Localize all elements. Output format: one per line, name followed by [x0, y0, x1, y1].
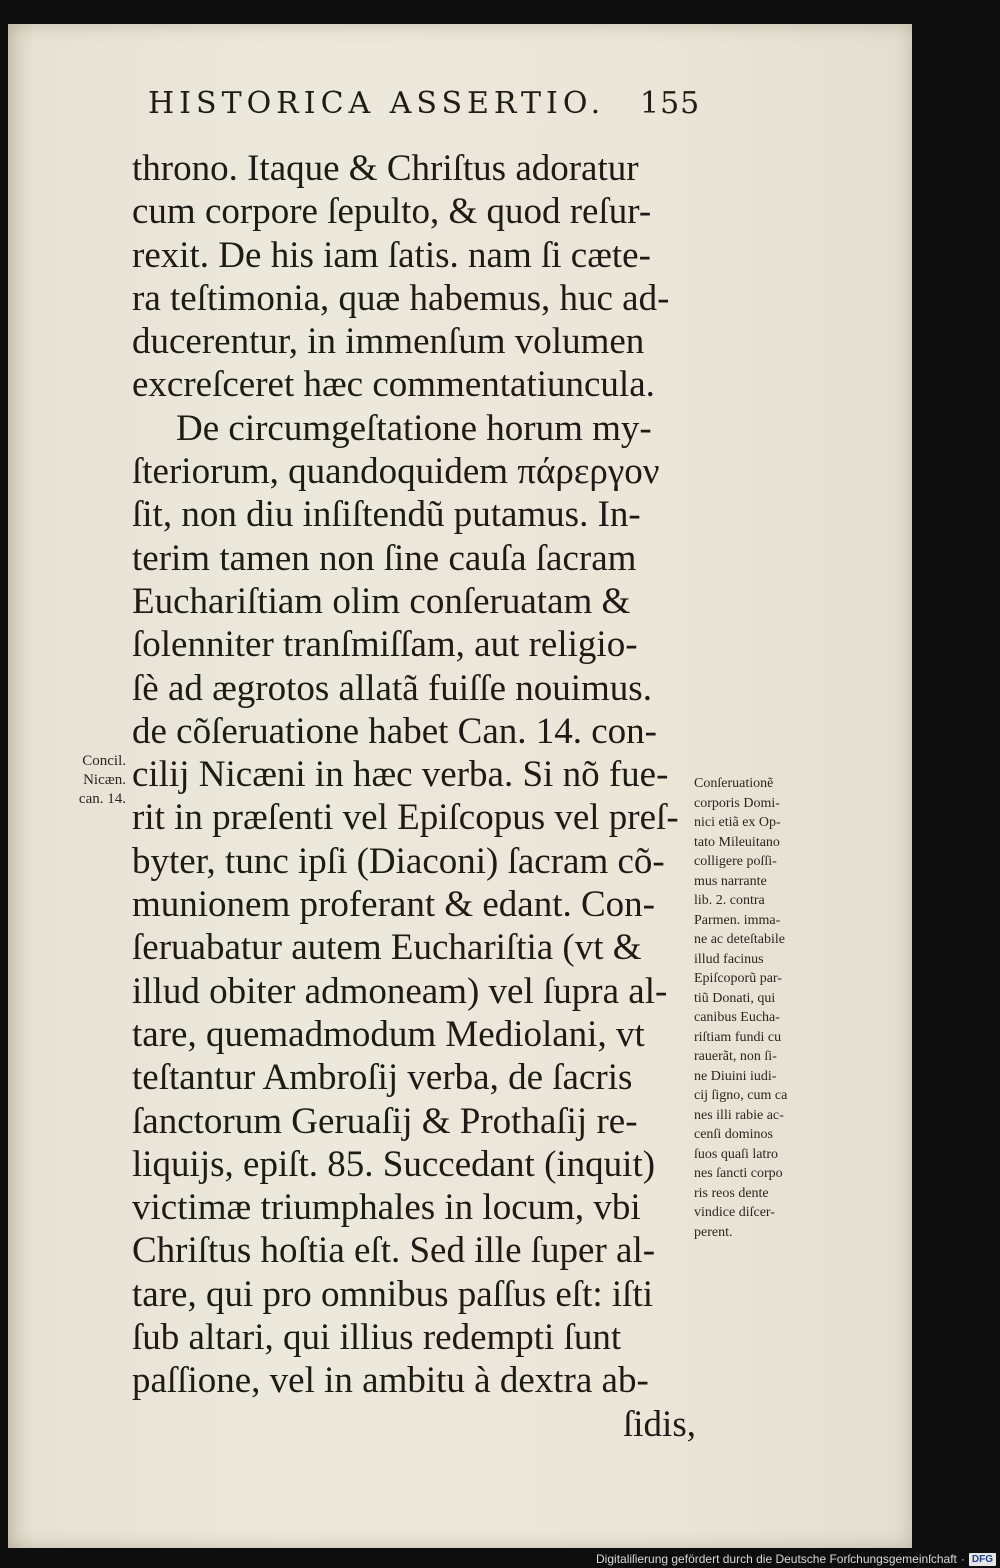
- text-line: excreſceret hæc commentatiuncula.: [132, 364, 655, 406]
- margin-note-line: cij ſigno, cum ca: [694, 1088, 788, 1103]
- text-line: ſub altari, qui illius redempti ſunt: [132, 1317, 622, 1359]
- text-line: ſit, non diu inſiſtendũ putamus. In-: [132, 494, 641, 536]
- margin-note-line: riſtiam fundi cu: [694, 1029, 782, 1045]
- text-line: terim tamen non ſine cauſa ſacram: [132, 537, 637, 579]
- text-line: rit in præſenti vel Epiſcopus vel preſ-: [132, 797, 679, 839]
- text-line: De circumgeſtatione horum my-: [176, 407, 652, 449]
- dfg-logo-icon: DFG: [969, 1553, 996, 1566]
- text-line: de cõſeruatione habet Can. 14. con-: [132, 710, 657, 752]
- text-line: ſidis,: [623, 1403, 696, 1445]
- text-line: throno. Itaque & Chriſtus adoratur: [132, 148, 639, 189]
- text-line: illud obiter admoneam) vel ſupra al-: [132, 970, 668, 1012]
- marginal-note-left: [36, 752, 126, 809]
- credit-text: Digitaliſierung gefördert durch die Deutsche Forſchungsgemeinſchaft: [596, 1552, 957, 1566]
- text-line: byter, tunc ipſi (Diaconi) ſacram cõ-: [132, 840, 665, 882]
- text-line: ſteriorum, quandoquidem πάρεργον: [132, 451, 660, 493]
- marginal-note-right: [694, 774, 844, 1242]
- margin-note-line: Parmen. imma-: [694, 912, 781, 928]
- book-page: [8, 24, 912, 1548]
- margin-note-line: corporis Domi-: [694, 795, 780, 811]
- margin-note-line: rauerãt, non ſi-: [694, 1049, 777, 1064]
- text-line: ſanctorum Geruaſij & Prothaſij re-: [132, 1100, 638, 1142]
- margin-note-line: vindice diſcer-: [694, 1205, 775, 1220]
- margin-note-line: Conſeruationẽ: [694, 776, 774, 791]
- text-line: munionem proferant & edant. Con-: [132, 884, 656, 926]
- margin-note-line: tiũ Donati, qui: [694, 990, 776, 1006]
- text-line: ſè ad ægrotos allatã fuiſſe nouimus.: [132, 667, 652, 709]
- margin-note-line: canibus Eucha-: [694, 1010, 780, 1025]
- text-line: Euchariſtiam olim conſeruatam &: [132, 580, 631, 622]
- running-head: [148, 86, 708, 121]
- margin-note-line: mus narrante: [694, 873, 767, 889]
- body-text: [132, 147, 702, 1446]
- text-line: victimæ triumphales in locum, vbi: [132, 1187, 641, 1229]
- margin-note-line: can. 14.: [78, 791, 126, 807]
- margin-note-line: ris reos dente: [694, 1185, 769, 1201]
- text-line: Chriſtus hoſtia eſt. Sed ille ſuper al-: [132, 1230, 656, 1272]
- text-line: cum corpore ſepulto, & quod reſur-: [132, 191, 652, 233]
- margin-note-line: nes ſancti corpo: [694, 1166, 783, 1181]
- text-line: ſolenniter tranſmiſſam, aut religio-: [132, 624, 638, 666]
- text-line: tare, quemadmodum Mediolani, vt: [132, 1013, 645, 1055]
- margin-note-line: tato Mileuitano: [694, 834, 780, 850]
- margin-note-line: ne ac deteſtabile: [694, 932, 785, 947]
- margin-note-line: cenſi dominos: [694, 1127, 773, 1142]
- margin-note-line: Concil.: [82, 753, 126, 769]
- text-line: teſtantur Ambroſij verba, de ſacris: [132, 1057, 633, 1099]
- text-line: tare, qui pro omnibus paſſus eſt: iſti: [132, 1273, 654, 1315]
- margin-note-line: ſuos quaſi latro: [694, 1146, 778, 1162]
- margin-note-line: illud facinus: [694, 951, 764, 967]
- margin-note-line: lib. 2. contra: [694, 893, 765, 908]
- text-line: ra teſtimonia, quæ habemus, huc ad-: [132, 277, 670, 319]
- margin-note-line: nes illi rabie ac-: [694, 1107, 784, 1123]
- digitization-credit: Digitaliſierung gefördert durch die Deutsche Forſchungsgemeinſchaft · DFG: [596, 1552, 996, 1566]
- margin-note-line: ne Diuini iudi-: [694, 1068, 777, 1084]
- text-line: paſſione, vel in ambitu à dextra ab-: [132, 1360, 649, 1402]
- page-number: 155: [640, 86, 701, 121]
- margin-note-line: Nicæn.: [83, 772, 126, 788]
- text-line: liquijs, epiſt. 85. Succedant (inquit): [132, 1143, 656, 1185]
- margin-note-line: perent.: [694, 1224, 733, 1240]
- text-line: cilij Nicæni in hæc verba. Si nõ fue-: [132, 754, 669, 796]
- text-line: ſeruabatur autem Euchariſtia (vt &: [132, 927, 642, 969]
- running-head-title: HISTORICA ASSERTIO.: [148, 86, 606, 121]
- margin-note-line: colligere poſſi-: [694, 854, 777, 869]
- margin-note-line: nici etiã ex Op-: [694, 815, 781, 830]
- margin-note-line: Epiſcoporũ par-: [694, 971, 782, 986]
- text-line: ducerentur, in immenſum volumen: [132, 321, 645, 363]
- text-line: rexit. De his iam ſatis. nam ſi cæte-: [132, 234, 651, 276]
